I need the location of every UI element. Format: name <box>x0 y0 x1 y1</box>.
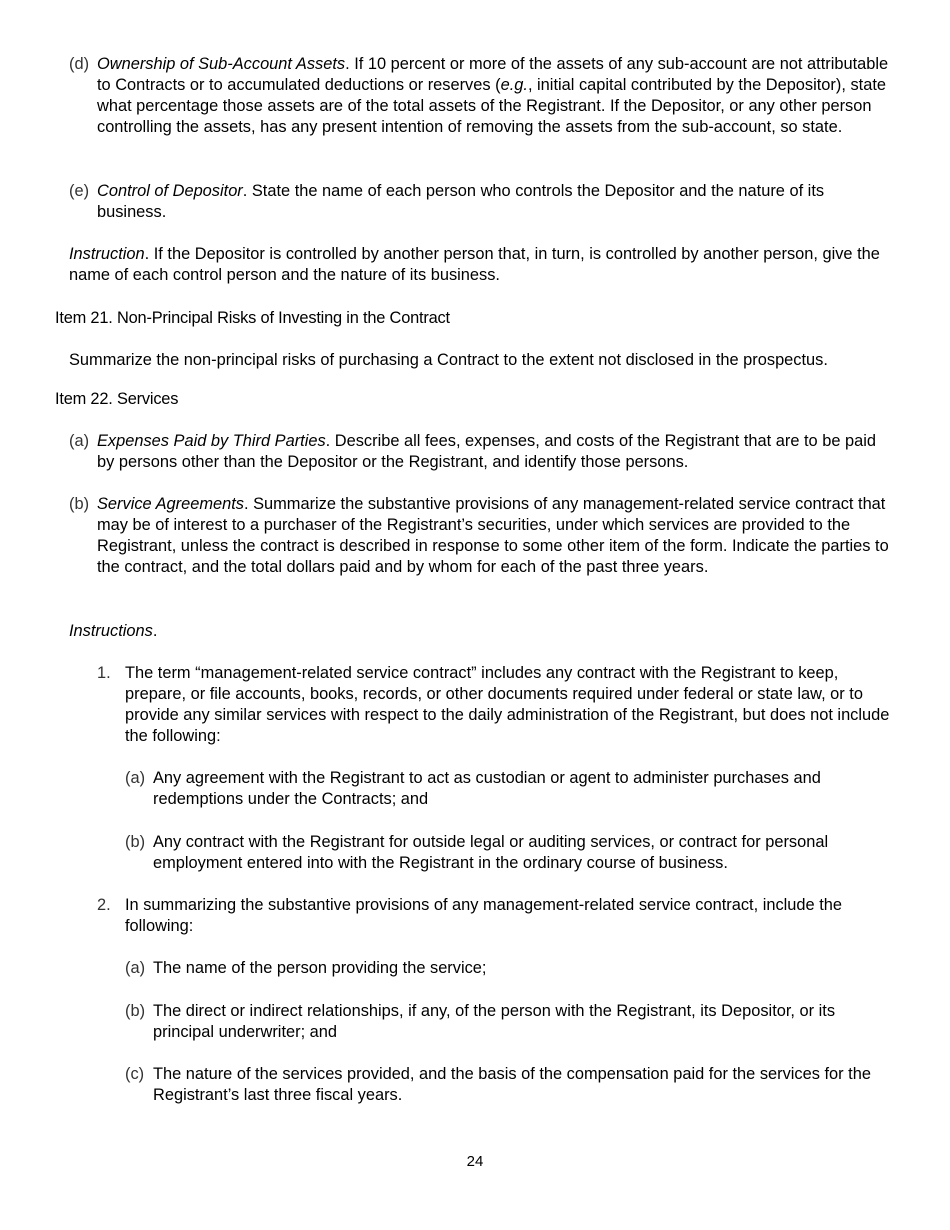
list-item-body: The nature of the services provided, and the basis of the compensation paid for the services for the Registrant’s last three fiscal years. <box>153 1065 871 1104</box>
item-title: Service Agreements <box>97 495 244 513</box>
item-text: . Summarize the substantive provisions of any management-related service contract that may be of interest to a purchaser of the Registrant’s securities, under which services are provided to the Registrant, unless the contract is described in response to some other item of the form. Indicate the parties to the contract, and the total dollars paid and by whom for each of the past three years. <box>97 495 889 576</box>
item-text: . Describe all fees, expenses, and costs of the Registrant that are to be paid by persons other than the Depositor or the Registrant, and identify those persons. <box>97 432 876 471</box>
list-item-body <box>97 431 897 473</box>
list-marker: (a) <box>125 769 146 787</box>
list-item-body: The name of the person providing the service; <box>153 959 487 977</box>
list-item-body <box>97 494 897 578</box>
list-item-body: Any contract with the Registrant for outside legal or auditing services, or contract for personal employment entered into with the Registrant in the ordinary course of business. <box>153 833 829 872</box>
item-title: Expenses Paid by Third Parties <box>97 432 326 450</box>
list-marker: (b) <box>125 1002 146 1020</box>
item-text: , initial capital contributed by the Depositor), state what percentage those assets are of the total assets of the Registrant. If the Depositor, or any other person controlling the assets, has any present intention of removing the assets from the sub-account, so state. <box>97 76 886 136</box>
list-marker: 2. <box>97 896 111 914</box>
list-item-body: The term “management-related service contract” includes any contract with the Registrant to keep, prepare, or file accounts, books, records, or other documents required under federal or state law, or to provide any similar services with respect to the daily administration of the Registrant, but does not include the following: <box>125 664 890 745</box>
instructions-period: . <box>152 622 158 640</box>
instructions-label: Instructions <box>69 622 153 640</box>
list-marker: (c) <box>125 1065 145 1083</box>
item-text-italic: e.g. <box>500 76 528 94</box>
instruction-text: . If the Depositor is controlled by another person that, in turn, is controlled by another person, give the name of each control person and the nature of its business. <box>69 245 880 284</box>
list-item-body: The direct or indirect relationships, if any, of the person with the Registrant, its Depositor, or its principal underwriter; and <box>153 1002 836 1041</box>
item-21-heading: Item 21. Non-Principal Risks of Investing in the Contract <box>55 309 450 327</box>
list-marker: (a) <box>125 959 146 977</box>
instructions-label-paragraph <box>69 621 369 642</box>
list-item-body: Any agreement with the Registrant to act as custodian or agent to administer purchases and redemptions under the Contracts; and <box>153 769 821 808</box>
list-marker: (d) <box>69 55 90 73</box>
list-marker: (a) <box>69 432 90 450</box>
list-marker: (b) <box>69 495 90 513</box>
item-text: . State the name of each person who controls the Depositor and the nature of its business. <box>97 182 825 221</box>
list-marker: (e) <box>69 182 90 200</box>
item-22-heading: Item 22. Services <box>55 390 179 408</box>
list-item-body <box>97 54 897 138</box>
page-number: 24 <box>466 1153 484 1170</box>
item-title: Control of Depositor <box>97 182 243 200</box>
instruction-paragraph <box>69 244 897 286</box>
item-text: . If 10 percent or more of the assets of any sub-account are not attributable to Contracts or to accumulated deductions or reserves ( <box>97 55 889 94</box>
item-21-text: Summarize the non-principal risks of purchasing a Contract to the extent not disclosed in the prospectus. <box>69 351 828 369</box>
list-item-body <box>97 181 897 223</box>
list-marker: 1. <box>97 664 111 682</box>
list-item-body: In summarizing the substantive provisions of any management-related service contract, include the following: <box>125 896 842 935</box>
instruction-label: Instruction <box>69 245 145 263</box>
item-title: Ownership of Sub-Account Assets <box>97 55 346 73</box>
list-marker: (b) <box>125 833 146 851</box>
